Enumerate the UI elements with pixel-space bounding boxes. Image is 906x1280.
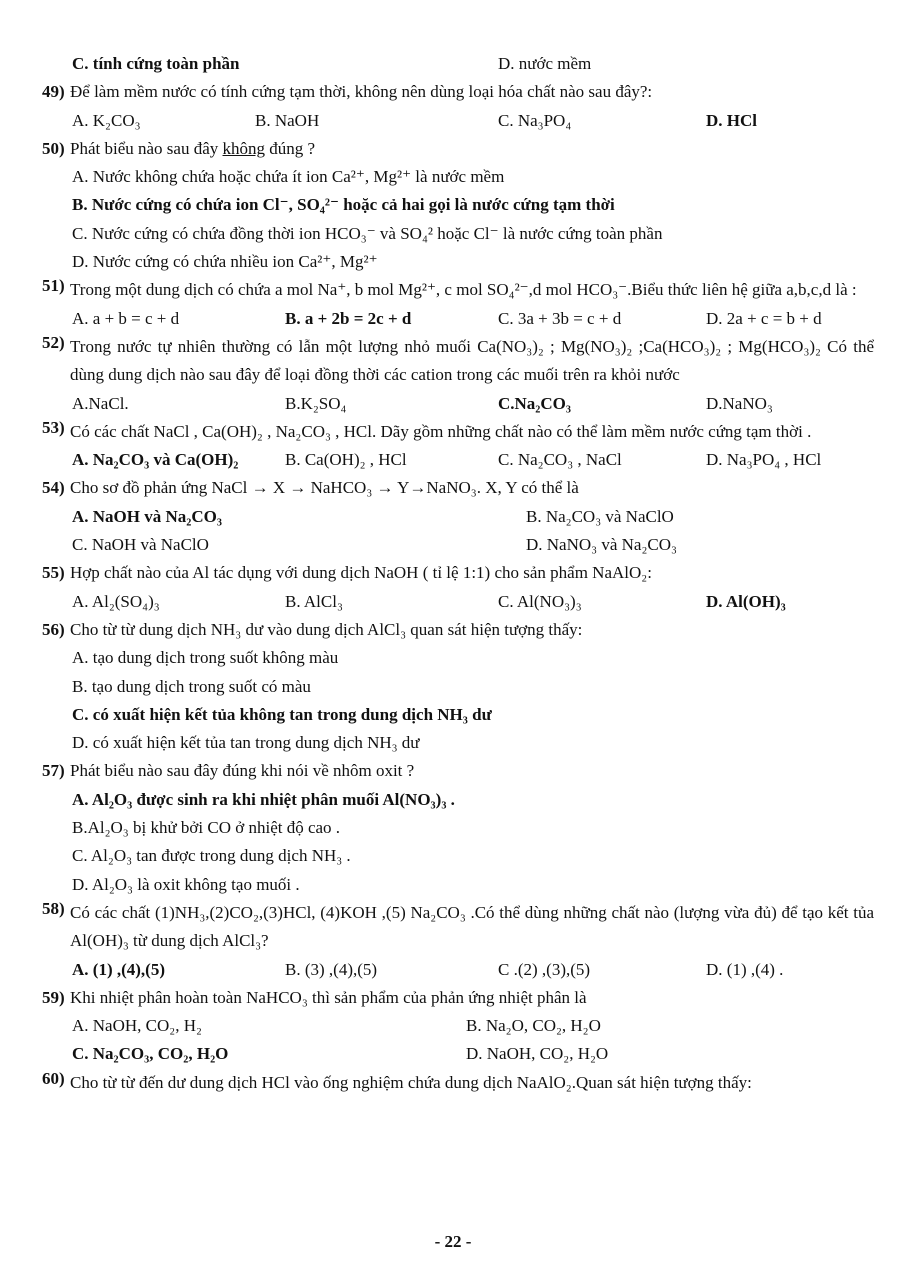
q56-option-c: C. có xuất hiện kết tủa không tan trong dung dịch NH₃ dư [72,704,492,724]
q52-options [42,390,874,418]
q57-option-a: A. Al₂O₃ được sinh ra khi nhiệt phân muối Al(NO₃)₃ . [72,789,455,809]
q59-options-row2 [42,1040,874,1068]
q59-option-d: D. NaOH, CO₂, H₂O [466,1044,609,1064]
q50-option-d: D. Nước cứng có chứa nhiều ion Ca²⁺, Mg²⁺ [72,252,378,272]
q56-option-b: B. tạo dung dịch trong suốt có màu [72,676,311,696]
q48-options [42,50,874,78]
q54-options-row2 [42,531,874,559]
q54-option-a: A. NaOH và Na₂CO₃ [72,506,222,526]
q54-option-b: B. Na₂CO₃ và NaClO [526,506,674,526]
q55-option-d: D. Al(OH)₃ [706,591,786,611]
q55-question [42,559,874,587]
q58-number: 58) [42,898,65,918]
q53-question [42,418,874,446]
q50-number: 50) [42,138,65,158]
q60-number: 60) [42,1068,65,1088]
q52-question [42,333,874,390]
q58-question [42,899,874,956]
q50-text: Phát biểu nào sau đây không đúng ? [70,138,316,158]
q60-question [42,1069,874,1097]
q52-option-a: A.NaCl. [72,393,129,413]
q58-text: Có các chất (1)NH₃,(2)CO₂,(3)HCl, (4)KOH ,(5) Na₂CO₃ .Có thể dùng những chất nào (lượng vừa đủ) để tạo kết tủa Al(OH)₃ từ dung dịch AlCl₃? [70,902,874,951]
q50-underlined-word: không [222,138,265,158]
q50-option-a: A. Nước không chứa hoặc chứa ít ion Ca²⁺, Mg²⁺ là nước mềm [72,167,505,187]
q51-option-c: C. 3a + 3b = c + d [498,308,622,328]
q57-text: Phát biểu nào sau đây đúng khi nói về nhôm oxit ? [70,761,415,781]
q59-option-b: B. Na₂O, CO₂, H₂O [466,1016,601,1036]
q55-options [42,588,874,616]
q54-number: 54) [42,478,65,498]
q53-text: Có các chất NaCl , Ca(OH)₂ , Na₂CO₃ , HCl. Dãy gồm những chất nào có thể làm mềm nước cứng tạm thời . [70,421,812,441]
q53-option-c: C. Na₂CO₃ , NaCl [498,450,622,470]
q54-question [42,474,874,502]
q53-option-d: D. Na₃PO₄ , HCl [706,450,822,470]
q49-question [42,78,874,106]
q59-option-c: C. Na₂CO₃, CO₂, H₂O [72,1044,229,1064]
q58-option-a: A. (1) ,(4),(5) [72,959,165,979]
q54-option-c: C. NaOH và NaClO [72,535,209,555]
q59-number: 59) [42,987,65,1007]
q55-text: Hợp chất nào của Al tác dụng với dung dịch NaOH ( tỉ lệ 1:1) cho sản phẩm NaAlO₂: [70,563,652,583]
q58-options [42,956,874,984]
q48-option-d: D. nước mềm [498,54,592,73]
q54-text: Cho sơ đồ phản ứng NaCl → X → NaHCO₃ → Y→NaNO₃. X, Y có thể là [70,478,579,498]
q54-options-row1 [42,503,874,531]
q49-number: 49) [42,82,65,102]
q48-option-c: C. tính cứng toàn phần [72,54,240,73]
q53-options [42,446,874,474]
q57-question [42,757,874,785]
q55-option-c: C. Al(NO₃)₃ [498,591,582,611]
q51-options [42,305,874,333]
q51-option-d: D. 2a + c = b + d [706,308,822,328]
q52-option-c: C.Na₂CO₃ [498,393,571,413]
q56-text: Cho từ từ dung dịch NH₃ dư vào dung dịch AlCl₃ quan sát hiện tượng thấy: [70,619,583,639]
q56-option-d: D. có xuất hiện kết tủa tan trong dung dịch NH₃ dư [72,733,420,753]
q54-option-d: D. NaNO₃ và Na₂CO₃ [526,535,677,555]
q59-options-row1 [42,1012,874,1040]
q60-text: Cho từ từ đến dư dung dịch HCl vào ống nghiệm chứa dung dịch NaAlO₂.Quan sát hiện tượng thấy: [70,1072,752,1092]
q52-option-d: D.NaNO₃ [706,393,773,413]
q57-option-c: C. Al₂O₃ tan được trong dung dịch NH₃ . [72,846,351,866]
q56-option-a: A. tạo dung dịch trong suốt không màu [72,648,339,668]
q58-option-d: D. (1) ,(4) . [706,959,784,979]
q49-option-c: C. Na₃PO₄ [498,110,572,130]
q58-option-b: B. (3) ,(4),(5) [285,959,378,979]
q57-option-d: D. Al₂O₃ là oxit không tạo muối . [72,874,300,894]
q51-question [42,276,874,304]
q50-question [42,135,874,163]
q51-text: Trong một dung dịch có chứa a mol Na⁺, b mol Mg²⁺, c mol SO₄²⁻,d mol HCO₃⁻.Biểu thức liên hệ giữa a,b,c,d là : [70,280,857,300]
q55-option-a: A. Al₂(SO₄)₃ [72,591,160,611]
page-number: - 22 - [434,1232,472,1251]
q52-option-b: B.K₂SO₄ [285,393,347,413]
q49-option-b: B. NaOH [255,110,320,130]
q57-option-b: B.Al₂O₃ bị khử bởi CO ở nhiệt độ cao . [72,818,341,838]
q59-text: Khi nhiệt phân hoàn toàn NaHCO₃ thì sản phẩm của phản ứng nhiệt phân là [70,987,587,1007]
q50-option-b: B. Nước cứng có chứa ion Cl⁻, SO₄²⁻ hoặc cả hai gọi là nước cứng tạm thời [72,195,615,215]
q51-number: 51) [42,276,65,296]
q52-number: 52) [42,332,65,352]
q49-text: Để làm mềm nước có tính cứng tạm thời, không nên dùng loại hóa chất nào sau đây?: [70,82,653,102]
q49-options [42,107,874,135]
q53-option-a: A. Na₂CO₃ và Ca(OH)₂ [72,450,239,470]
q56-number: 56) [42,619,65,639]
q59-question [42,984,874,1012]
q51-option-a: A. a + b = c + d [72,308,180,328]
q58-option-c: C .(2) ,(3),(5) [498,959,591,979]
q53-number: 53) [42,417,65,437]
q55-number: 55) [42,563,65,583]
q59-option-a: A. NaOH, CO₂, H₂ [72,1016,202,1036]
q53-option-b: B. Ca(OH)₂ , HCl [285,450,407,470]
q49-option-a: A. K₂CO₃ [72,110,141,130]
q56-question [42,616,874,644]
q51-option-b: B. a + 2b = 2c + d [285,308,412,328]
q50-option-c: C. Nước cứng có chứa đồng thời ion HCO₃⁻ và SO₄² hoặc Cl⁻ là nước cứng toàn phần [72,223,663,243]
q49-option-d: D. HCl [706,110,757,130]
q52-text: Trong nước tự nhiên thường có lẫn một lượng nhỏ muối Ca(NO₃)₂ ; Mg(NO₃)₂ ;Ca(HCO₃)₂ ; Mg(HCO₃)₂ Có thể dùng dung dịch nào sau đây để loại đồng thời các cation trong các muối trên ra khỏi nước [70,336,874,385]
question-list [42,50,874,1097]
q57-number: 57) [42,761,65,781]
q55-option-b: B. AlCl₃ [285,591,343,611]
